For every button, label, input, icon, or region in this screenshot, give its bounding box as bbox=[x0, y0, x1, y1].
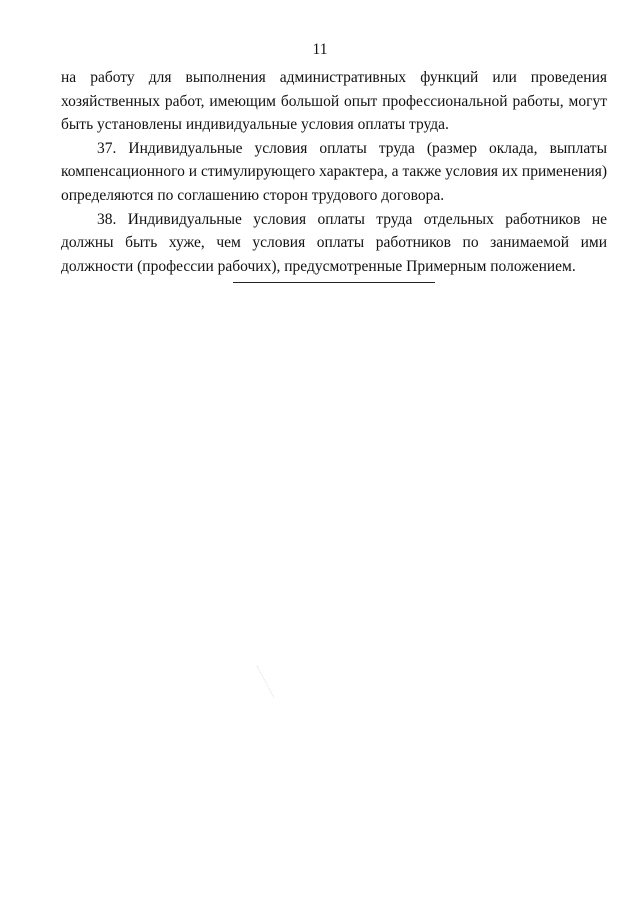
page-number: 11 bbox=[312, 41, 328, 58]
scan-artifact-mark bbox=[257, 658, 289, 698]
paragraph-38: 38. Индивидуальные условия оплаты труда отдельных работников не должны быть хуже, чем условия оплаты работников по занимаемой ими должности (профессии рабочих), предусмотренные Примерным положением. bbox=[61, 210, 607, 275]
paragraph-37: 37. Индивидуальные условия оплаты труда (размер оклада, выплаты компенсационного и стимулирующего характера, а также условия их применения) определяются по соглашению сторон трудового договора. bbox=[61, 139, 607, 204]
end-of-document-rule bbox=[233, 282, 435, 283]
paragraph-continuation: на работу для выполнения административных функций или проведения хозяйственных работ, имеющим большой опыт профессиональной работы, могут быть установлены индивидуальные условия оплаты труда. bbox=[61, 69, 607, 134]
document-body bbox=[61, 66, 607, 278]
